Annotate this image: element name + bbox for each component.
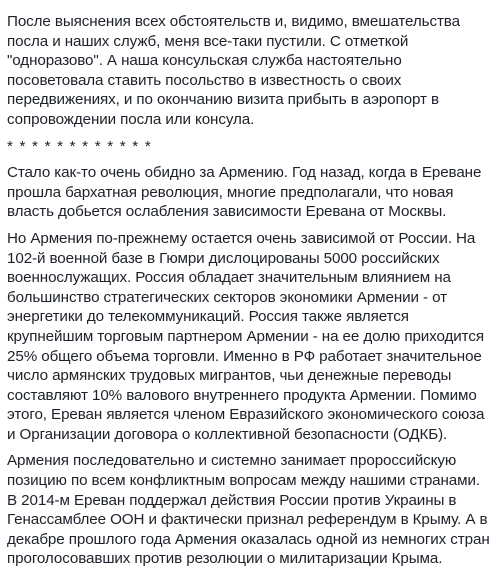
post-paragraph-4: Армения последовательно и системно занимает пророссийскую позицию по всем конфликтным вопросам между нашими странами. В 2014-м Ереван поддержал действия России против Украины в Генассамблее ООН и фактически признал референдум в Крыму. А в декабре прошлого года Армения оказалась одной из немногих стран проголосовавших против резолюции о милитаризации Крыма. (7, 452, 490, 568)
post-paragraph-3: Но Армения по-прежнему остается очень зависимой от России. На 102-й военной базе в Гюмри дислоцированы 5000 российских военнослужащих. Россия обладает значительным влиянием на большинство стратегических секторов экономики Армении - от энергетики до телекоммуникаций. Россия также является крупнейшим торговым партнером Армении - на ее долю приходится 25% общего объема торговли. Именно в РФ работает значительное число армянских трудовых мигрантов, чьи денежные переводы составляют 10% валового внутреннего продукта Армении. Помимо этого, Ереван является членом Евразийского экономического союза и Организации договора о коллективной безопасности (ОДКБ). (7, 229, 485, 443)
section-separator: * * * * * * * * * * * * (7, 137, 152, 155)
post-paragraph-1: После выяснения всех обстоятельств и, видимо, вмешательства посла и наших служб, меня все-таки пустили. С отметкой "одноразово". А наша консульская служба настоятельно посоветовала ставить посольство в известность о своих передвижениях, и по окончанию визита прибыть в аэропорт в сопровождении посла или консула. (7, 13, 460, 128)
post-paragraph-2: Стало как-то очень обидно за Армению. Год назад, когда в Ереване прошла бархатная революция, многие предполагали, что новая власть добьется ослабления зависимости Еревана от Москвы. (7, 164, 482, 221)
